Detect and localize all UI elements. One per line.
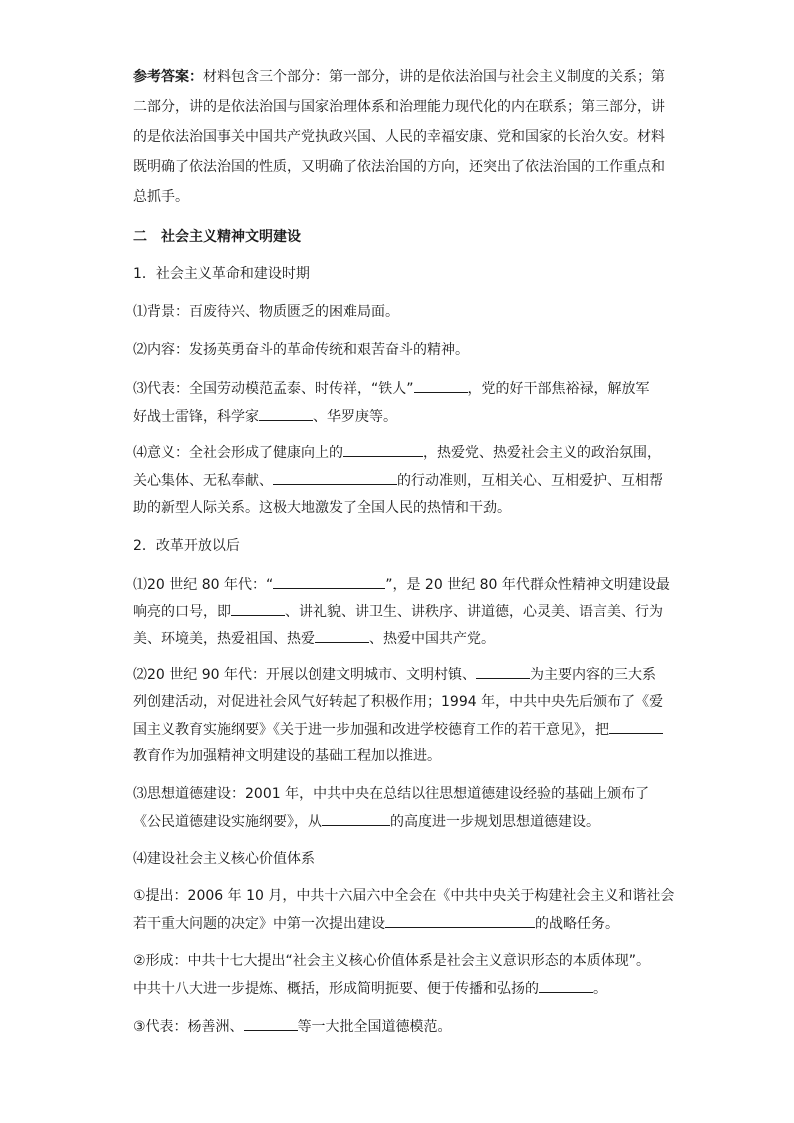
fill-blank[interactable] [414,378,468,393]
text-segment: ，党的好干部焦裕禄，解放军 [467,381,650,397]
text-segment: ⑶代表：全国劳动模范孟泰、时传祥，“铁人” [133,381,414,397]
eighties-line-2 [133,601,663,622]
answer-line-3: 的是依法治国事关中国共产党执政兴国、人民的幸福安康、党和国家的长治久安。材料 [133,129,665,145]
core-proposal-line-2 [133,913,619,934]
subsection-title-1: 1．社会主义革命和建设时期 [133,266,310,282]
nineties-line-2: 列创建活动，对促进社会风气好转起了积极作用；1994 年，中共中央先后颁布了《爱 [133,694,664,710]
text-segment: 若干重大问题的决定》中第一次提出建设 [133,916,385,932]
fill-blank[interactable] [259,406,313,421]
text-segment: 关心集体、无私奉献、 [133,473,273,489]
subsection-title-2: 2．改革开放以后 [133,538,240,554]
core-proposal-line-1: ①提出：2006 年 10 月，中共十六届六中全会在《中共中央关于构建社会主义和谐社会 [133,888,675,904]
representatives-line-1 [133,378,650,399]
fill-blank[interactable] [231,601,285,616]
fill-blank[interactable] [315,628,369,643]
text-segment: 国主义教育实施纲要》《关于进一步加强和改进学校德育工作的若干意见》，把 [133,722,609,738]
fill-blank[interactable] [539,978,593,993]
text-segment: ③代表：杨善洲、 [133,1019,244,1035]
core-representatives-line [133,1016,452,1037]
text-segment: 等一大批全国道德模范。 [297,1019,452,1035]
answer-line-4: 既明确了依法治国的性质，又明确了依法治国的方向，还突出了依法治国的工作重点和 [133,159,665,175]
background-item: ⑴背景：百废待兴、物质匮乏的困难局面。 [133,304,399,320]
text-segment: ”，是 20 世纪 80 年代群众性精神文明建设最 [385,577,670,593]
text-segment: 。 [593,981,607,997]
core-formation-line-2 [133,978,607,999]
answer-text: 材料包含三个部分：第一部分，讲的是依法治国与社会主义制度的关系；第 [203,69,665,85]
fill-blank[interactable] [273,470,397,485]
answer-label: 参考答案： [133,69,203,85]
answer-line-1 [133,67,665,87]
text-segment: 美、环境美，热爱祖国、热爱 [133,631,315,647]
fill-blank[interactable] [385,913,535,928]
core-formation-line-1: ②形成：中共十七大提出“社会主义核心价值体系是社会主义意识形态的本质体现”。 [133,953,651,969]
fill-blank[interactable] [343,442,423,457]
text-segment: 的高度进一步规划思想道德建设。 [390,814,600,830]
text-segment: 、华罗庚等。 [313,409,397,425]
fill-blank[interactable] [273,574,385,589]
significance-line-1 [133,442,661,463]
fill-blank[interactable] [609,719,663,734]
eighties-line-3 [133,628,495,649]
nineties-line-1 [133,664,656,685]
significance-line-2 [133,470,663,491]
text-segment: 好战士雷锋，科学家 [133,409,259,425]
text-segment: 响亮的口号，即 [133,604,231,620]
fill-blank[interactable] [244,1016,298,1031]
eighties-line-1 [133,574,670,595]
content-item: ⑵内容：发扬英勇奋斗的革命传统和艰苦奋斗的精神。 [133,342,469,358]
representatives-line-2 [133,406,397,427]
section-heading: 二 社会主义精神文明建设 [133,229,301,245]
text-segment: 中共十八大进一步提炼、概括，形成简明扼要、便于传播和弘扬的 [133,981,539,997]
text-segment: 的行动准则，互相关心、互相爱护、互相帮 [397,473,663,489]
answer-line-5: 总抓手。 [133,189,189,205]
nineties-line-4: 教育作为加强精神文明建设的基础工程加以推进。 [133,748,441,764]
fill-blank[interactable] [476,664,530,679]
fill-blank[interactable] [322,811,390,826]
text-segment: ，热爱党、热爱社会主义的政治氛围， [423,445,661,461]
moral-line-2 [133,811,600,832]
text-segment: 为主要内容的三大系 [529,667,656,683]
core-values-title: ⑷建设社会主义核心价值体系 [133,851,315,867]
text-segment: 的战略任务。 [535,916,619,932]
nineties-line-3 [133,719,663,740]
text-segment: 、讲礼貌、讲卫生、讲秩序、讲道德，心灵美、语言美、行为 [285,604,663,620]
text-segment: ⑴20 世纪 80 年代：“ [133,577,274,593]
text-segment: ⑷意义：全社会形成了健康向上的 [133,445,343,461]
text-segment: 《公民道德建设实施纲要》，从 [133,814,322,830]
answer-line-2: 二部分，讲的是依法治国与国家治理体系和治理能力现代化的内在联系；第三部分，讲 [133,99,665,115]
significance-line-3: 助的新型人际关系。这极大地激发了全国人民的热情和干劲。 [133,500,511,516]
text-segment: ⑵20 世纪 90 年代：开展以创建文明城市、文明村镇、 [133,667,476,683]
moral-line-1: ⑶思想道德建设：2001 年，中共中央在总结以往思想道德建设经验的基础上颁布了 [133,786,650,802]
text-segment: 、热爱中国共产党。 [369,631,495,647]
